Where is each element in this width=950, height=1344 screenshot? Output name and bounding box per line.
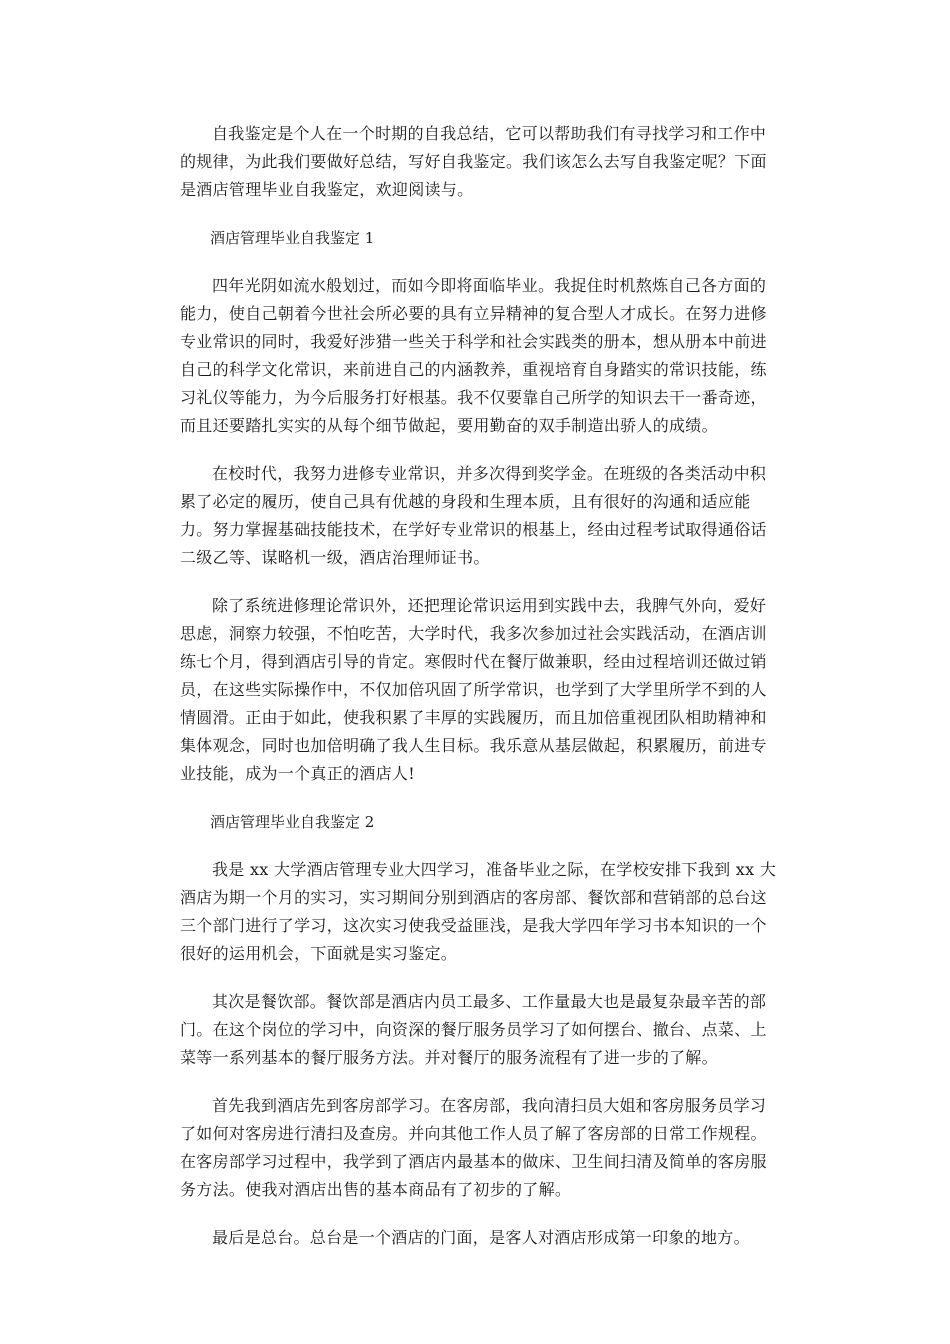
- section1-paragraph-2: 在校时代，我努力进修专业常识，并多次得到奖学金。在班级的各类活动中积累了必定的履历，使自己具有优越的身段和生理本质，且有很好的沟通和适应能力。努力掌握基础技能技术，在学好专业常识的根基上，经由过程考试取得通俗话二级乙等、谋略机一级，酒店治理师证书。: [180, 464, 767, 567]
- section-heading-1: 酒店管理毕业自我鉴定 1: [210, 229, 375, 247]
- section-heading-2: 酒店管理毕业自我鉴定 2: [210, 813, 375, 831]
- section2-paragraph-2: 其次是餐饮部。餐饮部是酒店内员工最多、工作量最大也是最复杂最辛苦的部门。在这个岗位的学习中，向资深的餐厅服务员学习了如何摆台、撤台、点菜、上菜等一系列基本的餐厅服务方法。并对餐厅的服务流程有了进一步的了解。: [180, 992, 767, 1067]
- section1-paragraph-1: 四年光阴如流水般划过，而如今即将面临毕业。我捉住时机熬炼自己各方面的能力，使自己朝着今世社会所必要的具有立异精神的复合型人才成长。在努力进修专业常识的同时，我爱好涉猎一些关于科学和社会实践类的册本，想从册本中前进自己的科学文化常识，来前进自己的内涵教养，重视培育自身踏实的常识技能，练习礼仪等能力，为今后服务打好根基。我不仅要靠自己所学的知识去干一番奇迹，而且还要踏扎实实的从每个细节做起，要用勤奋的双手制造出骄人的成绩。: [180, 276, 767, 435]
- section1-paragraph-3: 除了系统进修理论常识外，还把理论常识运用到实践中去，我脾气外向，爱好思虑，洞察力较强，不怕吃苦，大学时代，我多次参加过社会实践活动，在酒店训练七个月，得到酒店引导的肯定。寒假时代在餐厅做兼职，经由过程培训还做过销员，在这些实际操作中，不仅加倍巩固了所学常识，也学到了大学里所学不到的人情圆滑。正由于如此，使我积累了丰厚的实践履历，而且加倍重视团队相助精神和集体观念，同时也加倍明确了我人生目标。我乐意从基层做起，积累履历，前进专业技能，成为一个真正的酒店人!: [180, 596, 767, 783]
- intro-paragraph: 自我鉴定是个人在一个时期的自我总结，它可以帮助我们有寻找学习和工作中的规律，为此我们要做好总结，写好自我鉴定。我们该怎么去写自我鉴定呢？下面是酒店管理毕业自我鉴定，欢迎阅读与。: [180, 124, 767, 199]
- section2-paragraph-1: 我是 xx 大学酒店管理专业大四学习，准备毕业之际，在学校安排下我到 xx 大酒店为期一个月的实习，实习期间分别到酒店的客房部、餐饮部和营销部的总台这三个部门进行了学习，这次实习使我受益匪浅，是我大学四年学习书本知识的一个很好的运用机会，下面就是实习鉴定。: [180, 860, 777, 963]
- document-body: [180, 120, 780, 1272]
- section2-paragraph-4: 最后是总台。总台是一个酒店的门面，是客人对酒店形成第一印象的地方。: [212, 1228, 750, 1247]
- section2-paragraph-3: 首先我到酒店先到客房部学习。在客房部，我向清扫员大姐和客房服务员学习了如何对客房进行清扫及查房。并向其他工作人员了解了客房部的日常工作规程。在客房部学习过程中，我学到了酒店内最基本的做床、卫生间扫清及简单的客房服务方法。使我对酒店出售的基本商品有了初步的了解。: [180, 1096, 767, 1199]
